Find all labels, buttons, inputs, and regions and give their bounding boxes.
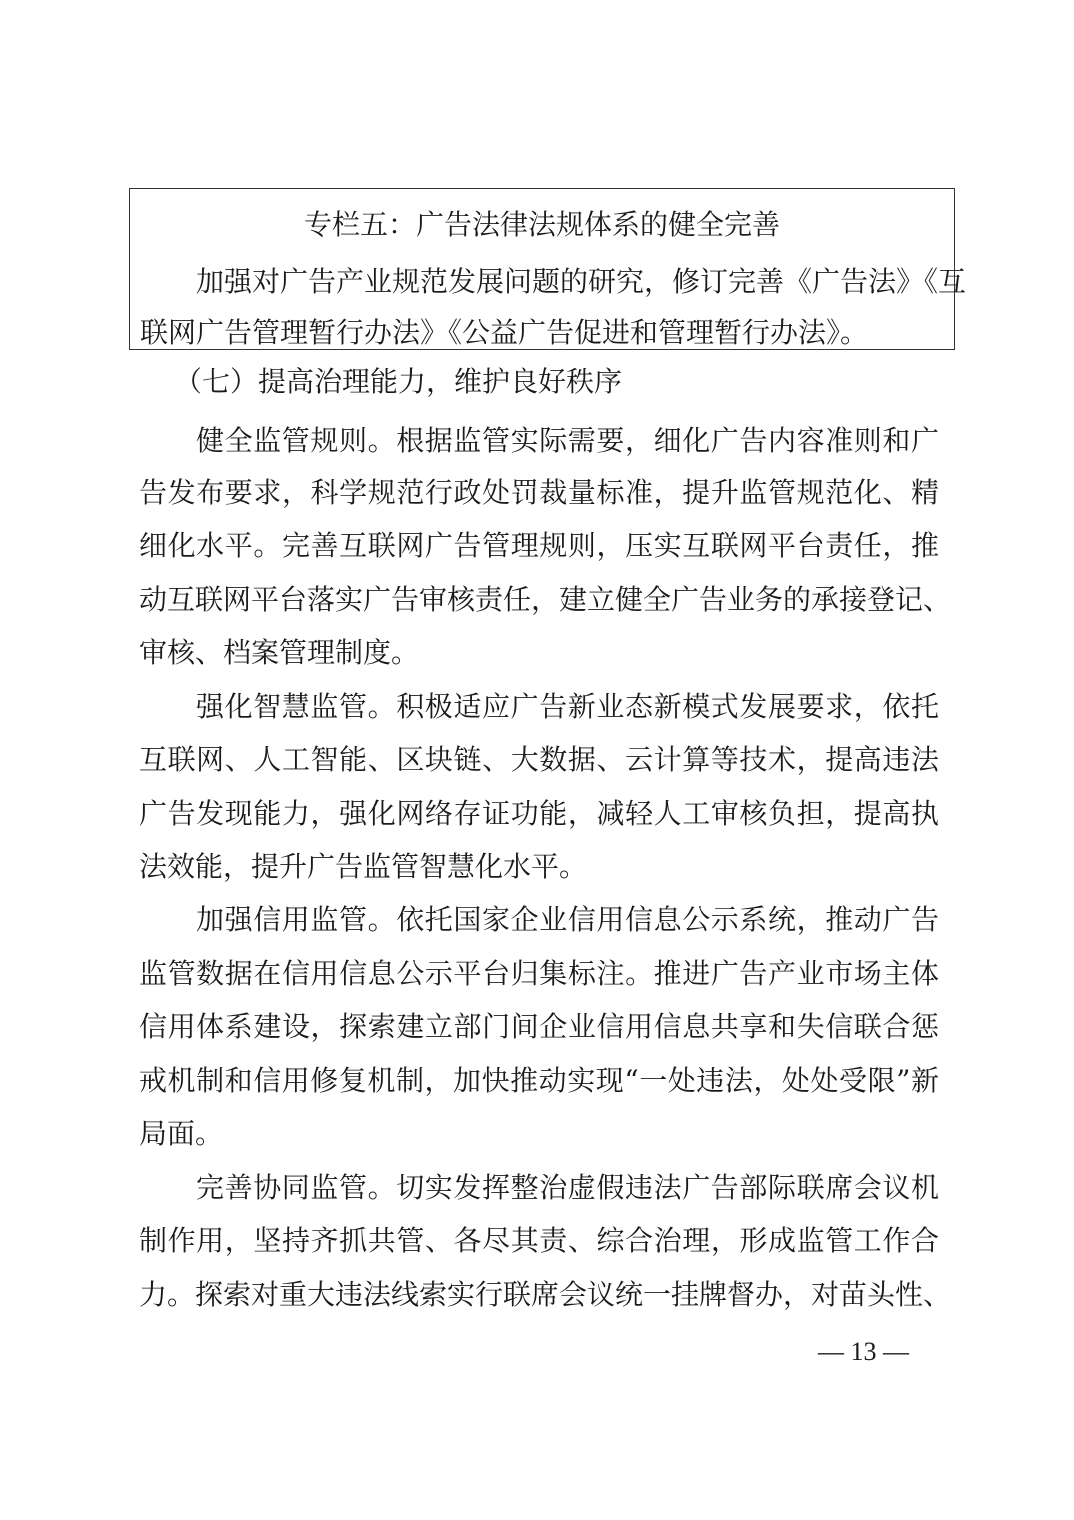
paragraph-line: 完善协同监管。切实发挥整治虚假违法广告部际联席会议机 (196, 1171, 939, 1204)
paragraph-line: 广告发现能力，强化网络存证功能，减轻人工审核负担，提高执 (139, 797, 939, 830)
paragraph-line: 力。探索对重大违法线索实行联席会议统一挂牌督办，对苗头性、 (139, 1278, 952, 1311)
paragraph-line: 制作用，坚持齐抓共管、各尽其责、综合治理，形成监管工作合 (139, 1224, 939, 1257)
paragraph-line: 强化智慧监管。积极适应广告新业态新模式发展要求，依托 (196, 690, 939, 723)
sidebar-box-column-five (129, 188, 967, 350)
box-text-line: 联网广告管理暂行办法》《公益广告促进和管理暂行办法》。 (140, 316, 869, 349)
page-number: — 13 — (818, 1337, 909, 1366)
box-text-line: 加强对广告产业规范发展问题的研究，修订完善《广告法》《互 (196, 265, 967, 298)
paragraph-line: 信用体系建设，探索建立部门间企业信用信息共享和失信联合惩 (139, 1010, 939, 1043)
box-title: 专栏五：广告法律法规体系的健全完善 (303, 208, 780, 241)
paragraph-line: 告发布要求，科学规范行政处罚裁量标准，提升监管规范化、精 (139, 476, 939, 509)
paragraph-line: 健全监管规则。根据监管实际需要，细化广告内容准则和广 (196, 424, 939, 457)
paragraph-line: 互联网、人工智能、区块链、大数据、云计算等技术，提高违法 (139, 743, 939, 776)
paragraph-line: 审核、档案管理制度。 (139, 636, 420, 669)
section-heading: （七）提高治理能力，维护良好秩序 (174, 365, 623, 398)
paragraph-line: 监管数据在信用信息公示平台归集标注。推进广告产业市场主体 (139, 957, 939, 990)
paragraph-line: 戒机制和信用修复机制，加快推动实现“一处违法，处处受限”新 (139, 1064, 939, 1097)
paragraph-line: 动互联网平台落实广告审核责任，建立健全广告业务的承接登记、 (139, 583, 952, 616)
paragraph-line: 局面。 (139, 1117, 224, 1150)
paragraph-line: 法效能，提升广告监管智慧化水平。 (139, 850, 588, 883)
paragraph-line: 加强信用监管。依托国家企业信用信息公示系统，推动广告 (196, 903, 939, 936)
paragraph-line: 细化水平。完善互联网广告管理规则，压实互联网平台责任，推 (139, 529, 939, 562)
